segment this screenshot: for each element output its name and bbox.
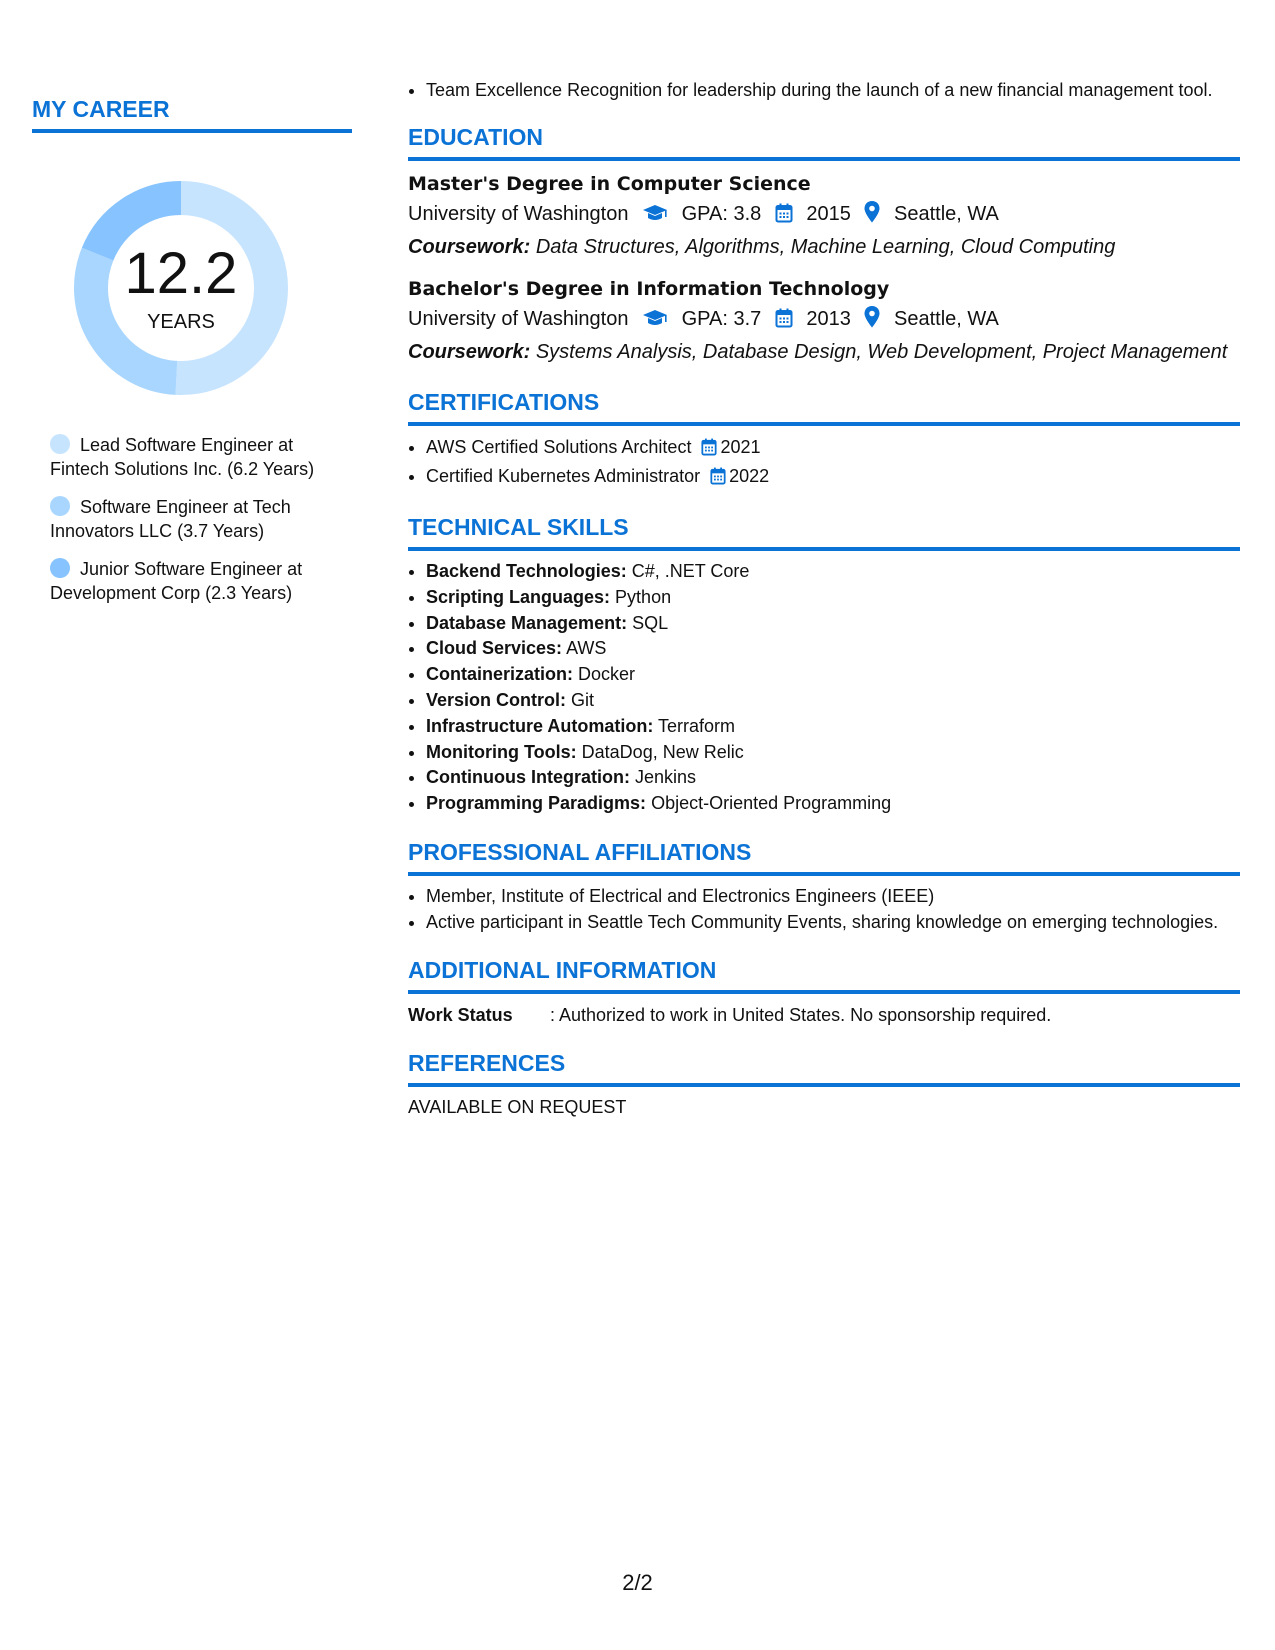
skill-item bbox=[426, 662, 1240, 688]
degree-title: Master's Degree in Computer Science bbox=[408, 173, 811, 195]
graduation-year: 2015 bbox=[806, 203, 851, 225]
certification-year: 2022 bbox=[729, 466, 770, 486]
coursework-label: Coursework: bbox=[408, 236, 531, 258]
certifications-section bbox=[408, 389, 1240, 492]
legend-dot bbox=[50, 496, 70, 516]
skill-value: Git bbox=[571, 689, 595, 710]
skill-category: Programming Paradigms: bbox=[426, 793, 647, 814]
skill-category: Version Control: bbox=[426, 689, 567, 710]
skill-item bbox=[426, 714, 1240, 740]
certifications-title: CERTIFICATIONS bbox=[408, 389, 1240, 426]
gpa: GPA: 3.8 bbox=[681, 203, 762, 225]
certification-name: AWS Certified Solutions Architect bbox=[426, 437, 692, 457]
references-title: REFERENCES bbox=[408, 1050, 1240, 1087]
achievement-list bbox=[408, 78, 1240, 102]
affiliation-item: • Member, Institute of Electrical and Electronics Engineers (IEEE) bbox=[426, 884, 1240, 909]
references-text: AVAILABLE ON REQUEST bbox=[408, 1096, 627, 1117]
skill-value: AWS bbox=[566, 638, 607, 659]
calendar-icon bbox=[775, 202, 793, 232]
skill-category: Infrastructure Automation: bbox=[426, 715, 654, 736]
school-location: Seattle, WA bbox=[894, 203, 999, 225]
career-donut bbox=[66, 173, 296, 403]
legend-item bbox=[50, 495, 350, 543]
skill-item bbox=[426, 791, 1240, 817]
skill-value: SQL bbox=[632, 612, 669, 633]
skill-item bbox=[426, 559, 1240, 585]
calendar-icon bbox=[775, 307, 793, 337]
years-label: YEARS bbox=[147, 311, 215, 333]
skill-item bbox=[426, 636, 1240, 662]
legend-label: Software Engineer at Tech Innovators LLC (3.7 Years) bbox=[50, 497, 291, 541]
legend-label: Lead Software Engineer at Fintech Solutions Inc. (6.2 Years) bbox=[50, 435, 315, 479]
skill-category: Backend Technologies: bbox=[426, 561, 627, 581]
education-section bbox=[408, 124, 1240, 367]
legend-item bbox=[50, 557, 350, 605]
skill-value: Jenkins bbox=[634, 767, 697, 788]
skill-category: Containerization: bbox=[426, 664, 573, 685]
total-years: 12.2 bbox=[124, 241, 238, 306]
career-title: MY CAREER bbox=[32, 96, 352, 133]
affiliations-title: PROFESSIONAL AFFILIATIONS bbox=[408, 839, 1240, 876]
education-entry bbox=[408, 274, 1240, 367]
career-column bbox=[32, 96, 352, 619]
list-item: • Team Excellence Recognition for leadership during the launch of a new financial management tool. bbox=[426, 78, 1240, 102]
graduation-cap-icon bbox=[642, 307, 668, 337]
coursework: Systems Analysis, Database Design, Web Development, Project Management bbox=[535, 341, 1228, 363]
calendar-icon bbox=[710, 466, 726, 492]
skill-item bbox=[426, 688, 1240, 714]
skill-item bbox=[426, 611, 1240, 637]
additional-section bbox=[408, 957, 1240, 1028]
skill-item bbox=[426, 765, 1240, 791]
main-column bbox=[408, 78, 1240, 1118]
education-entry bbox=[408, 169, 1240, 262]
graduation-year: 2013 bbox=[806, 308, 851, 330]
gpa: GPA: 3.7 bbox=[681, 308, 762, 330]
certification-item bbox=[426, 463, 1240, 492]
skill-category: Monitoring Tools: bbox=[426, 741, 577, 762]
certification-item bbox=[426, 434, 1240, 463]
skills-title: TECHNICAL SKILLS bbox=[408, 514, 1240, 551]
skill-value: C#, .NET Core bbox=[631, 561, 750, 581]
skill-value: Terraform bbox=[658, 715, 736, 736]
school-location: Seattle, WA bbox=[894, 308, 999, 330]
work-status-label: Work Status bbox=[408, 1004, 513, 1025]
legend-label: Junior Software Engineer at Development Corp (2.3 Years) bbox=[50, 559, 303, 603]
legend-item bbox=[50, 433, 350, 481]
skill-category: Cloud Services: bbox=[426, 638, 563, 659]
location-pin-icon bbox=[864, 201, 880, 232]
affiliations-section bbox=[408, 839, 1240, 935]
skill-category: Database Management: bbox=[426, 612, 628, 633]
affiliation-item: • Active participant in Seattle Tech Community Events, sharing knowledge on emerging technologies. bbox=[426, 910, 1240, 935]
school-name: University of Washington bbox=[408, 308, 629, 330]
education-title: EDUCATION bbox=[408, 124, 1240, 161]
graduation-cap-icon bbox=[642, 202, 668, 232]
page-number: 2/2 bbox=[622, 1570, 653, 1595]
skill-value: Object-Oriented Programming bbox=[651, 793, 892, 814]
skill-item bbox=[426, 585, 1240, 611]
skill-category: Scripting Languages: bbox=[426, 586, 611, 607]
coursework: Data Structures, Algorithms, Machine Learning, Cloud Computing bbox=[535, 236, 1116, 258]
skill-item bbox=[426, 740, 1240, 766]
skill-value: Docker bbox=[578, 664, 636, 685]
calendar-icon bbox=[701, 437, 717, 463]
legend-dot bbox=[50, 558, 70, 578]
certification-name: Certified Kubernetes Administrator bbox=[426, 466, 701, 486]
skill-value: Python bbox=[615, 586, 672, 607]
skills-section bbox=[408, 514, 1240, 817]
certification-year: 2021 bbox=[720, 437, 761, 457]
references-section bbox=[408, 1050, 1240, 1118]
degree-title: Bachelor's Degree in Information Technology bbox=[408, 278, 890, 300]
coursework-label: Coursework: bbox=[408, 341, 531, 363]
skill-value: DataDog, New Relic bbox=[581, 741, 744, 762]
work-status-value: : Authorized to work in United States. No sponsorship required. bbox=[550, 1004, 1052, 1025]
skill-category: Continuous Integration: bbox=[426, 767, 630, 788]
additional-title: ADDITIONAL INFORMATION bbox=[408, 957, 1240, 994]
school-name: University of Washington bbox=[408, 203, 629, 225]
career-legend bbox=[50, 433, 350, 605]
legend-dot bbox=[50, 434, 70, 454]
location-pin-icon bbox=[864, 306, 880, 337]
